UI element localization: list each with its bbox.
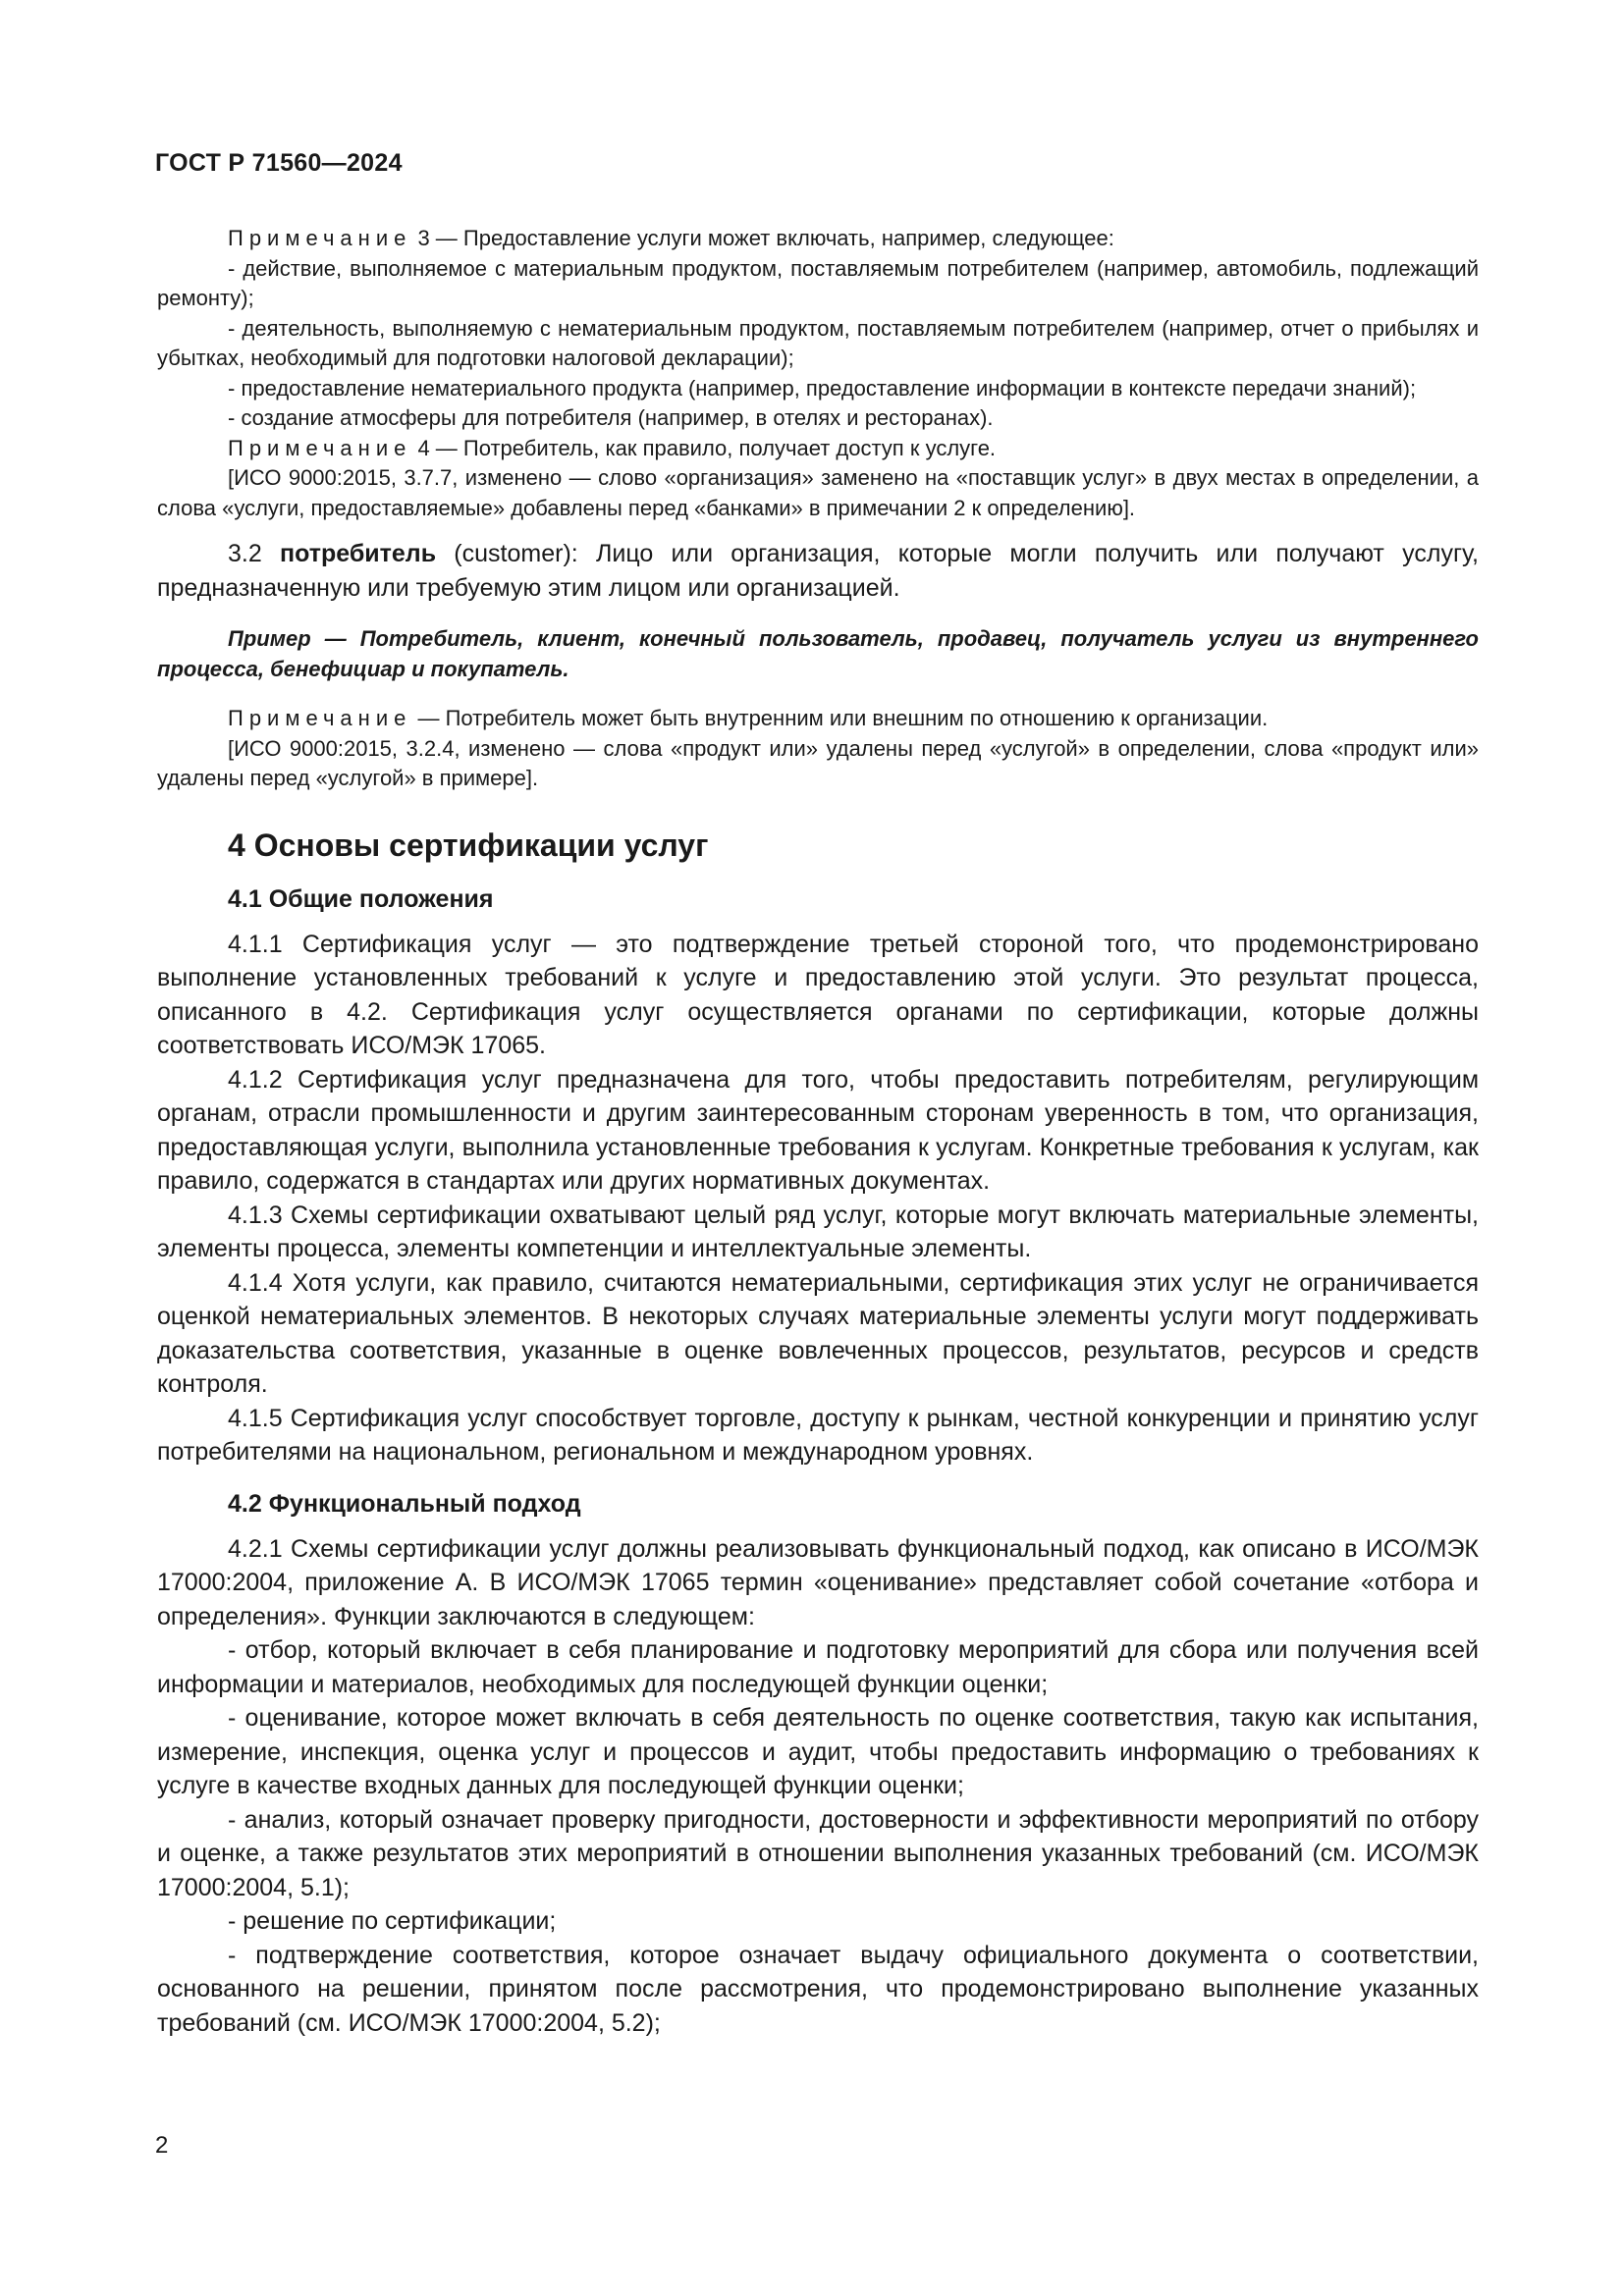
note-3-bullet-4: - создание атмосферы для потребителя (например, в отелях и ресторанах). xyxy=(228,405,994,430)
note-source: [ИСО 9000:2015, 3.7.7, изменено — слово «организация» заменено на «поставщик услуг» в двух местах в определении, а слова «услуги, предоставляемые» добавлены перед «банками» в примечании 2 к определению]. xyxy=(157,465,1479,520)
paragraph-4-1-4: 4.1.4 Хотя услуги, как правило, считаются нематериальными, сертификация этих услуг не ограничивается оценкой нематериальных элементов. В некоторых случаях материальные элементы услуги могут поддерживать доказательства соответствия, указанные в оценке вовлеченных процессов, результатов, ресурсов и средств контроля. xyxy=(157,1268,1479,1398)
paragraph-4-1-2: 4.1.2 Сертификация услуг предназначена для того, чтобы предоставить потребителям, регулирующим органам, отрасли промышленности и другим заинтересованным сторонам уверенность в том, что организация, предоставляющая услуги, выполнила установленные требования к услугам. Конкретные требования к услугам, как правило, содержатся в стандартах или других нормативных документах. xyxy=(157,1065,1479,1195)
note-3-2-source: [ИСО 9000:2015, 3.2.4, изменено — слова «продукт или» удалены перед «услугой» в определении, слова «продукт или» удалены перед «услугой» в примере]. xyxy=(157,735,1479,790)
subsection-4-1-title: 4.1 Общие положения xyxy=(228,884,494,913)
term-number: 3.2 xyxy=(228,540,281,567)
term-definition: (customer): Лицо или организация, которые могли получить или получают услугу, предназначенную или требуемую этим лицом или организацией. xyxy=(157,540,1480,602)
paragraph-4-1-5: 4.1.5 Сертификация услуг способствует торговле, доступу к рынкам, честной конкуренции и принятию услуг потребителями на национальном, региональном и международном уровнях. xyxy=(157,1404,1479,1466)
paragraph-4-2-1: 4.2.1 Схемы сертификации услуг должны реализовывать функциональный подход, как описано в ИСО/МЭК 17000:2004, приложение А. В ИСО/МЭК 17065 термин «оценивание» представляет собой сочетание «отбора и определения». Функции заключаются в следующем: xyxy=(157,1534,1479,1630)
note-3-2 xyxy=(157,704,1479,734)
note-3-text: 3 — Предоставление услуги может включать, например, следующее: xyxy=(411,226,1114,250)
paragraph-4-1-3: 4.1.3 Схемы сертификации охватывают целый ряд услуг, которые могут включать материальные элементы, элементы процесса, элементы компетенции и интеллектуальные элементы. xyxy=(157,1201,1479,1262)
page-content xyxy=(157,224,1479,2040)
note-4-label: Примечание xyxy=(228,435,412,460)
list-item-review: - анализ, который означает проверку пригодности, достоверности и эффективности мероприятий по отбору и оценке, а также результатов этих мероприятий в отношении выполнения указанных требований (см. ИСО/МЭК 17000:2004, 5.1); xyxy=(157,1805,1479,1901)
note-4-text: 4 — Потребитель, как правило, получает доступ к услуге. xyxy=(411,435,997,460)
term-3-2 xyxy=(157,537,1479,605)
note-3-2-text: — Потребитель может быть внутренним или внешним по отношению к организации. xyxy=(411,706,1269,730)
list-item-determination: - оценивание, которое может включать в себя деятельность по оценке соответствия, такую как испытания, измерение, инспекция, оценка услуг и процессов и аудит, чтобы предоставить информацию о требованиях к услуге в качестве входных данных для последующей функции оценки; xyxy=(157,1704,1479,1799)
note-3-bullet-2: - деятельность, выполняемую с нематериальным продуктом, поставляемым потребителем (например, отчет о прибылях и убытках, необходимый для подготовки налоговой декларации); xyxy=(157,315,1479,370)
list-item-decision: - решение по сертификации; xyxy=(228,1907,557,1935)
list-item-attestation: - подтверждение соответствия, которое означает выдачу официального документа о соответствии, основанного на решении, принятом после рассмотрения, что продемонстрировано выполнение указанных требований (см. ИСО/МЭК 17000:2004, 5.2); xyxy=(157,1941,1479,2037)
subsection-4-2-title: 4.2 Функциональный подход xyxy=(228,1489,581,1518)
document-code-header: ГОСТ Р 71560—2024 xyxy=(155,149,403,177)
list-item-selection: - отбор, который включает в себя планирование и подготовку мероприятий для сбора или получения всей информации и материалов, необходимых для последующей функции оценки; xyxy=(157,1636,1479,1698)
page-number: 2 xyxy=(155,2132,169,2159)
note-3-bullet-3: - предоставление нематериального продукта (например, предоставление информации в контексте передачи знаний); xyxy=(228,375,1417,400)
term-name: потребитель xyxy=(280,540,437,567)
note-3-bullet-1: - действие, выполняемое с материальным продуктом, поставляемым потребителем (например, автомобиль, подлежащий ремонту); xyxy=(157,255,1479,310)
note-3-2-label: Примечание xyxy=(228,706,412,730)
note-4 xyxy=(157,434,1479,464)
paragraph-4-1-1: 4.1.1 Сертификация услуг — это подтверждение третьей стороной того, что продемонстрировано выполнение установленных требований к услуге и предоставлению этой услуги. Это результат процесса, описанного в 4.2. Сертификация услуг осуществляется органами по сертификации, которые должны соответствовать ИСО/МЭК 17065. xyxy=(157,930,1479,1059)
term-example: Пример — Потребитель, клиент, конечный пользователь, продавец, получатель услуги из внутреннего процесса, бенефициар и покупатель. xyxy=(157,626,1479,681)
note-3 xyxy=(157,224,1479,254)
note-3-label: Примечание xyxy=(228,226,412,250)
section-4-title: 4 Основы сертификации услуг xyxy=(228,827,709,863)
